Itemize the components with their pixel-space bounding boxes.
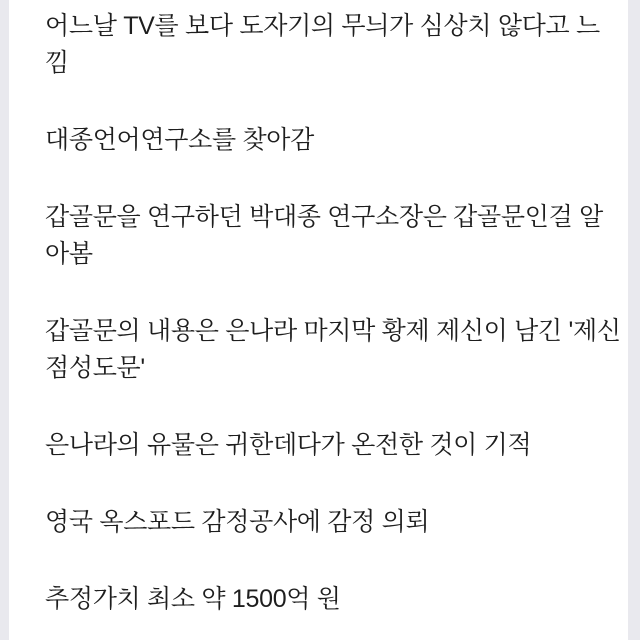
left-edge-strip (0, 0, 9, 640)
right-edge-strip (628, 0, 640, 640)
text-line: 갑골문을 연구하던 박대종 연구소장은 갑골문인걸 알 (45, 203, 603, 231)
paragraph (45, 8, 605, 82)
text-line: 낌 (45, 49, 69, 77)
text-line: 아봄 (45, 240, 93, 268)
text-line: 어느날 TV를 보다 도자기의 무늬가 심상치 않다고 느 (45, 12, 600, 40)
text-content (45, 8, 621, 640)
text-line: 갑골문의 내용은 은나라 마지막 황제 제신이 남긴 '제신 (45, 317, 621, 345)
text-line: 대종언어연구소를 찾아감 (45, 126, 314, 154)
paragraph (45, 122, 605, 159)
paragraph (45, 581, 605, 618)
paragraph (45, 313, 621, 387)
text-line: 은나라의 유물은 귀한데다가 온전한 것이 기적 (45, 431, 532, 459)
paragraph (45, 504, 605, 541)
text-line: 영국 옥스포드 감정공사에 감정 의뢰 (45, 508, 430, 536)
paragraph (45, 199, 605, 273)
paragraph (45, 427, 605, 464)
text-line: 추정가치 최소 약 1500억 원 (45, 585, 341, 613)
text-line: 점성도문' (45, 354, 145, 382)
